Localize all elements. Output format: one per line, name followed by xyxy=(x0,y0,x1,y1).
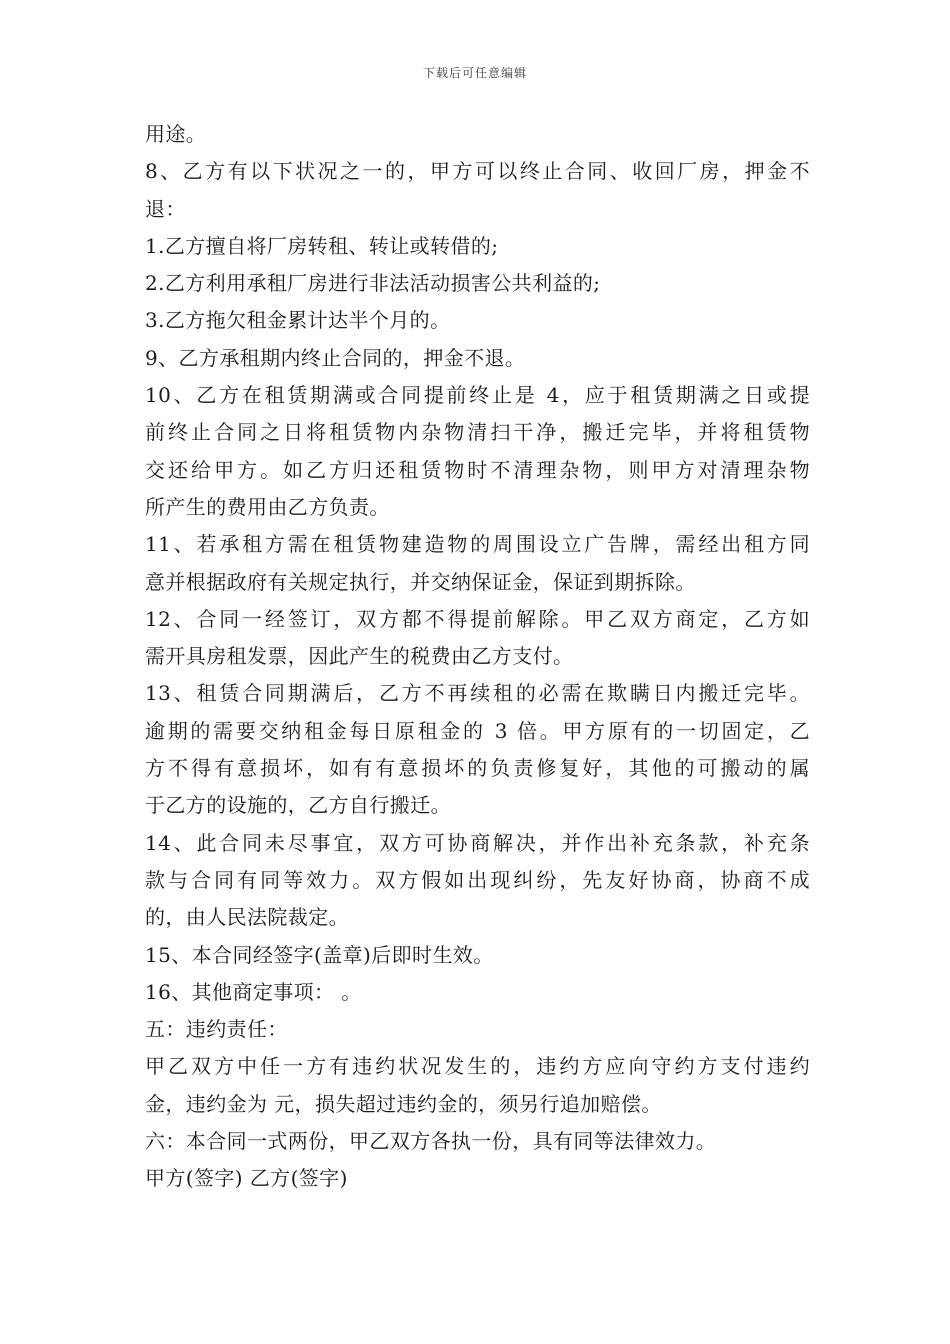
text-line: 退： xyxy=(145,196,186,221)
text-line: 15、本合同经签字(盖章)后即时生效。 xyxy=(145,942,494,967)
text-line: 3.乙方拖欠租金累计达半个月的。 xyxy=(145,308,451,333)
text-line: 交还给甲方。如乙方归还租赁物时不清理杂物，则甲方对清理杂物 xyxy=(145,457,810,482)
text-line: 12、合同一经签订，双方都不得提前解除。甲乙双方商定，乙方如 xyxy=(145,606,810,631)
text-line: 金，违约金为 元，损失超过违约金的，须另行追加赔偿。 xyxy=(145,1091,662,1116)
text-line: 10、乙方在租赁期满或合同提前终止是 4，应于租赁期满之日或提 xyxy=(145,383,810,408)
text-line: 1.乙方擅自将厂房转租、转让或转借的; xyxy=(145,233,499,258)
text-line: 逾期的需要交纳租金每日原租金的 3 倍。甲方原有的一切固定，乙 xyxy=(145,718,810,743)
text-line: 9、乙方承租期内终止合同的，押金不退。 xyxy=(145,345,526,370)
text-line: 五：违约责任： xyxy=(145,1017,288,1042)
text-line: 于乙方的设施的，乙方自行搬迁。 xyxy=(145,793,451,818)
text-line: 8、乙方有以下状况之一的，甲方可以终止合同、收回厂房，押金不 xyxy=(145,159,810,184)
text-line: 14、此合同未尽事宜，双方可协商解决，并作出补充条款，补充条 xyxy=(145,830,810,855)
text-line: 款与合同有同等效力。双方假如出现纠纷，先友好协商，协商不成 xyxy=(145,867,810,892)
text-line: 六：本合同一式两份，甲乙双方各执一份，具有同等法律效力。 xyxy=(145,1129,717,1154)
text-line: 需开具房租发票，因此产生的税费由乙方支付。 xyxy=(145,644,574,669)
text-line: 甲方(签字) 乙方(签字) xyxy=(145,1166,348,1191)
text-line: 13、租赁合同期满后，乙方不再续租的必需在欺瞒日内搬迁完毕。 xyxy=(145,681,810,706)
text-line: 2.乙方利用承租厂房进行非法活动损害公共利益的; xyxy=(145,271,601,296)
text-line: 意并根据政府有关规定执行，并交纳保证金，保证到期拆除。 xyxy=(145,569,696,594)
text-line: 的，由人民法院裁定。 xyxy=(145,905,349,930)
text-line: 甲乙双方中任一方有违约状况发生的，违约方应向守约方支付违约 xyxy=(145,1054,810,1079)
text-line: 11、若承租方需在租赁物建造物的周围设立广告牌，需经出租方同 xyxy=(145,532,810,557)
text-line: 用途。 xyxy=(145,122,207,146)
header-note: 下载后可任意编辑 xyxy=(422,66,527,80)
text-line: 方不得有意损坏，如有有意损坏的负责修复好，其他的可搬动的属 xyxy=(145,756,810,781)
contract-body xyxy=(145,116,810,1198)
text-line: 前终止合同之日将租赁物内杂物清扫干净，搬迁完毕，并将租赁物 xyxy=(145,420,810,445)
text-line: 所产生的费用由乙方负责。 xyxy=(145,494,390,519)
text-line: 16、其他商定事项： 。 xyxy=(145,979,362,1004)
